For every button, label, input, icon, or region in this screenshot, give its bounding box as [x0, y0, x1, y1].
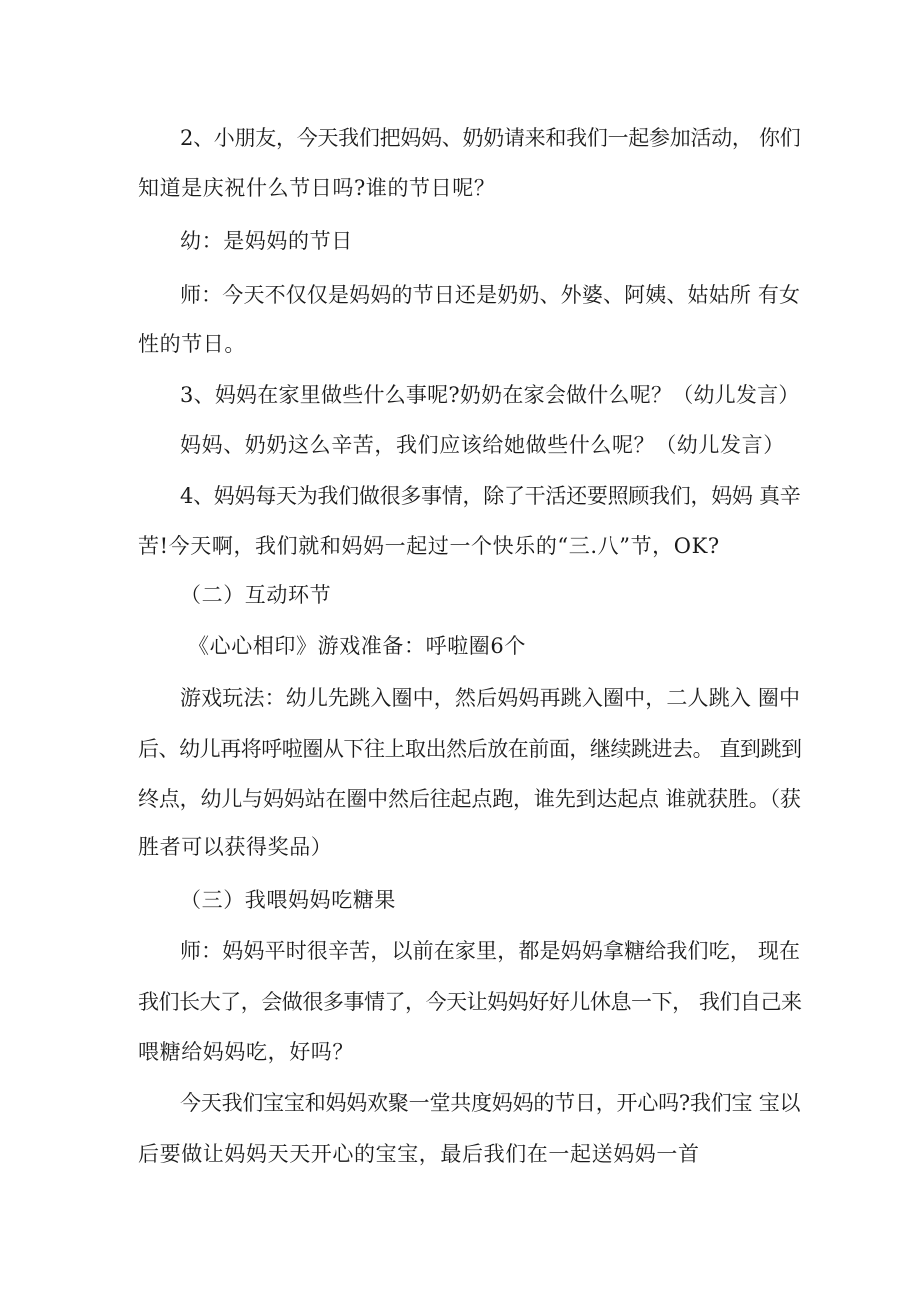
section-heading: （二）互动环节: [180, 583, 332, 607]
text-line: 今天我们宝宝和妈妈欢聚一堂共度妈妈的节日，开心吗?我们宝 宝以: [180, 1091, 801, 1115]
text-line: 后要做让妈妈天天开心的宝宝，最后我们在一起送妈妈一首: [138, 1142, 700, 1166]
text-line: 喂糖给妈妈吃，好吗？: [138, 1040, 354, 1064]
text-line: 4、妈妈每天为我们做很多事情，除了干活还要照顾我们，妈妈 真辛: [180, 484, 801, 508]
text-line: 3、妈妈在家里做些什么事呢?奶奶在家会做什么呢？（幼儿发言）: [180, 383, 800, 407]
text-line: 2、小朋友，今天我们把妈妈、奶奶请来和我们一起参加活动， 你们: [180, 126, 801, 150]
text-line: 《心心相印》游戏准备：呼啦圈6个: [188, 634, 526, 658]
text-line: 师：今天不仅仅是妈妈的节日还是奶奶、外婆、阿姨、姑姑所 有女: [180, 283, 801, 307]
text-line: 妈妈、奶奶这么辛苦，我们应该给她做些什么呢？（幼儿发言）: [180, 433, 785, 457]
text-line: 性的节日。: [138, 332, 246, 356]
text-line: 我们长大了，会做很多事情了，今天让妈妈好好儿休息一下， 我们自己来: [138, 990, 802, 1014]
text-line: 终点，幼儿与妈妈站在圈中然后往起点跑，谁先到达起点 谁就获胜。（获: [138, 787, 801, 811]
text-line: 知道是庆祝什么节日吗?谁的节日呢？: [138, 176, 496, 200]
section-heading: （三）我喂妈妈吃糖果: [180, 888, 396, 912]
text-line: 游戏玩法：幼儿先跳入圈中，然后妈妈再跳入圈中，二人跳入 圈中: [180, 686, 801, 710]
text-line: 师：妈妈平时很辛苦，以前在家里，都是妈妈拿糖给我们吃， 现在: [180, 939, 801, 963]
text-line: 苦!今天啊，我们就和妈妈一起过一个快乐的“三.八”节，OK?: [138, 534, 720, 558]
text-line: 幼：是妈妈的节日: [180, 229, 353, 253]
text-line: 胜者可以获得奖品）: [138, 835, 333, 859]
text-line: 后、幼儿再将呼啦圈从下往上取出然后放在前面，继续跳进去。 直到跳到: [138, 737, 802, 761]
